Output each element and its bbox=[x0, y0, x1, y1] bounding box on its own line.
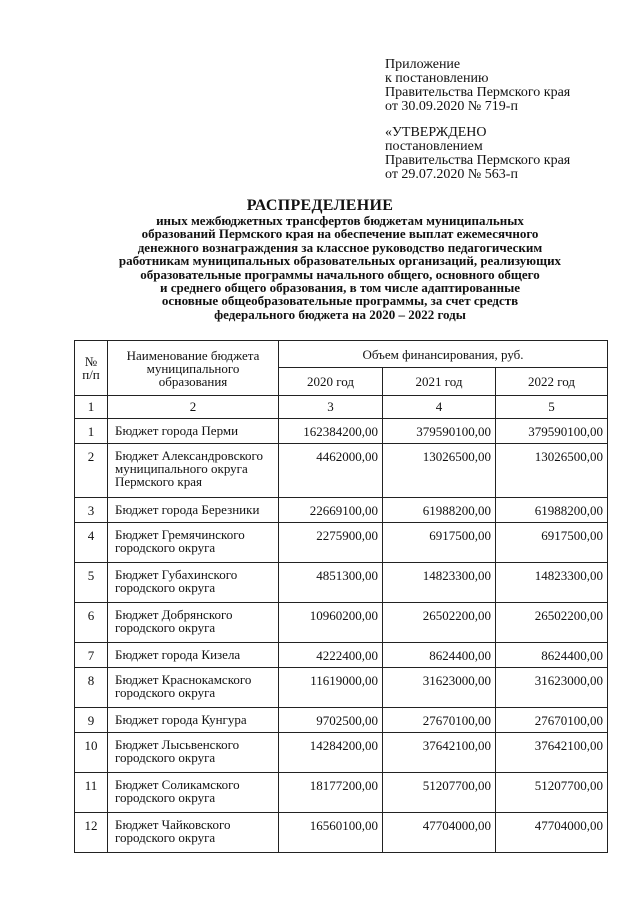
funding-2021: 8624400,00 bbox=[383, 643, 496, 668]
budget-name-line: Бюджет города Кунгура bbox=[115, 712, 247, 727]
subtitle-line: работникам муниципальных образовательных организаций, реализующих bbox=[118, 253, 562, 269]
budget-name-line: Бюджет Лысьвенского bbox=[115, 737, 240, 752]
subtitle-line: образовательные программы начального общего, основного общего bbox=[140, 266, 540, 282]
row-number: 4 bbox=[75, 523, 108, 563]
approval-line: от 29.07.2020 № 563-п bbox=[385, 167, 518, 182]
row-number: 1 bbox=[75, 419, 108, 444]
budget-name-line: Бюджет Краснокамского bbox=[115, 672, 252, 687]
budget-name-line: Бюджет Соликамского bbox=[115, 777, 240, 792]
funding-2022: 26502200,00 bbox=[496, 603, 608, 643]
funding-2021: 379590100,00 bbox=[383, 419, 496, 444]
table-row bbox=[75, 444, 608, 498]
approval-line: «УТВЕРЖДЕНО bbox=[385, 125, 487, 140]
header-number bbox=[75, 341, 108, 396]
funding-2021: 37642100,00 bbox=[383, 733, 496, 773]
row-number: 8 bbox=[75, 668, 108, 708]
table-row bbox=[75, 498, 608, 523]
column-number: 3 bbox=[279, 396, 383, 419]
funding-2022: 37642100,00 bbox=[496, 733, 608, 773]
funding-2022: 51207700,00 bbox=[496, 773, 608, 813]
budget-name bbox=[108, 708, 279, 733]
table-row bbox=[75, 773, 608, 813]
document-title: РАСПРЕДЕЛЕНИЕ bbox=[246, 197, 394, 214]
funding-2022: 14823300,00 bbox=[496, 563, 608, 603]
budget-name-line: городского округа bbox=[115, 620, 216, 635]
appendix-block bbox=[385, 58, 570, 114]
funding-2020: 14284200,00 bbox=[279, 733, 383, 773]
budget-name-line: муниципального округа bbox=[115, 461, 248, 476]
subtitle-line: денежного вознаграждения за классное руководство педагогическим bbox=[137, 239, 543, 255]
budget-name-line: городского округа bbox=[115, 750, 216, 765]
funding-2022: 13026500,00 bbox=[496, 444, 608, 498]
subtitle-line: федерального бюджета на 2020 – 2022 годы bbox=[214, 306, 466, 322]
budget-name-line: Бюджет города Кизела bbox=[115, 647, 241, 662]
funding-2021: 13026500,00 bbox=[383, 444, 496, 498]
funding-2022: 61988200,00 bbox=[496, 498, 608, 523]
funding-2022: 31623000,00 bbox=[496, 668, 608, 708]
funding-2020: 4462000,00 bbox=[279, 444, 383, 498]
row-number: 3 bbox=[75, 498, 108, 523]
row-number: 10 bbox=[75, 733, 108, 773]
table-row bbox=[75, 668, 608, 708]
budget-name-line: Бюджет города Березники bbox=[115, 502, 260, 517]
funding-2021: 47704000,00 bbox=[383, 813, 496, 853]
table-row bbox=[75, 708, 608, 733]
funding-2020: 10960200,00 bbox=[279, 603, 383, 643]
row-number: 6 bbox=[75, 603, 108, 643]
budget-name-line: городского округа bbox=[115, 685, 216, 700]
header-year-2022: 2022 год bbox=[496, 368, 608, 396]
budget-name-line: Бюджет Чайковского bbox=[115, 817, 231, 832]
header-name-line: образования bbox=[158, 373, 228, 389]
budget-name bbox=[108, 444, 279, 498]
funding-2022: 27670100,00 bbox=[496, 708, 608, 733]
funding-2021: 14823300,00 bbox=[383, 563, 496, 603]
approval-line: постановлением bbox=[385, 139, 483, 154]
subtitle-line: основные общеобразовательные программы, за счет средств bbox=[161, 293, 519, 309]
funding-2022: 47704000,00 bbox=[496, 813, 608, 853]
table-row bbox=[75, 813, 608, 853]
approval-line: Правительства Пермского края bbox=[385, 153, 571, 168]
budget-name bbox=[108, 563, 279, 603]
funding-2020: 18177200,00 bbox=[279, 773, 383, 813]
budget-name bbox=[108, 498, 279, 523]
budget-name-line: Бюджет Губахинского bbox=[115, 567, 238, 582]
table-row bbox=[75, 563, 608, 603]
column-number-row bbox=[75, 396, 608, 419]
table-row bbox=[75, 643, 608, 668]
row-number: 7 bbox=[75, 643, 108, 668]
funding-2021: 6917500,00 bbox=[383, 523, 496, 563]
funding-2021: 31623000,00 bbox=[383, 668, 496, 708]
budget-name-line: городского округа bbox=[115, 790, 216, 805]
row-number: 9 bbox=[75, 708, 108, 733]
funding-2021: 61988200,00 bbox=[383, 498, 496, 523]
row-number: 11 bbox=[75, 773, 108, 813]
subtitle-line: и среднего общего образования, в том числе адаптированные bbox=[159, 280, 520, 296]
funding-2020: 2275900,00 bbox=[279, 523, 383, 563]
header-number-line: № bbox=[84, 354, 98, 369]
budget-name-line: Бюджет Александровского bbox=[115, 448, 264, 463]
appendix-line: Приложение bbox=[385, 57, 461, 72]
approval-block bbox=[385, 126, 570, 182]
document-subtitle bbox=[40, 214, 640, 321]
row-number: 5 bbox=[75, 563, 108, 603]
table-row bbox=[75, 523, 608, 563]
budget-name-line: городского округа bbox=[115, 830, 216, 845]
funding-2022: 8624400,00 bbox=[496, 643, 608, 668]
funding-2021: 27670100,00 bbox=[383, 708, 496, 733]
budget-name bbox=[108, 733, 279, 773]
budget-name-line: Пермского края bbox=[115, 474, 202, 489]
column-number: 2 bbox=[108, 396, 279, 419]
budget-name bbox=[108, 603, 279, 643]
budget-name-line: городского округа bbox=[115, 580, 216, 595]
subtitle-line: иных межбюджетных трансфертов бюджетам муниципальных bbox=[156, 213, 524, 228]
budget-name-line: городского округа bbox=[115, 540, 216, 555]
column-number: 1 bbox=[75, 396, 108, 419]
column-number: 4 bbox=[383, 396, 496, 419]
budget-name bbox=[108, 419, 279, 444]
budget-name-line: Бюджет Добрянского bbox=[115, 607, 233, 622]
header-year-2020: 2020 год bbox=[279, 368, 383, 396]
funding-2021: 51207700,00 bbox=[383, 773, 496, 813]
budget-name-line: Бюджет города Перми bbox=[115, 423, 239, 438]
funding-2020: 16560100,00 bbox=[279, 813, 383, 853]
appendix-line: к постановлению bbox=[385, 71, 489, 86]
subtitle-line: образований Пермского края на обеспечение выплат ежемесячного bbox=[141, 226, 539, 242]
table-row bbox=[75, 733, 608, 773]
header-budget-name bbox=[108, 341, 279, 396]
budget-name bbox=[108, 668, 279, 708]
funding-2020: 4222400,00 bbox=[279, 643, 383, 668]
funding-2022: 379590100,00 bbox=[496, 419, 608, 444]
budget-name-line: Бюджет Гремячинского bbox=[115, 527, 245, 542]
column-number: 5 bbox=[496, 396, 608, 419]
appendix-line: Правительства Пермского края bbox=[385, 85, 571, 100]
row-number: 2 bbox=[75, 444, 108, 498]
budget-name bbox=[108, 643, 279, 668]
row-number: 12 bbox=[75, 813, 108, 853]
header-year-2021: 2021 год bbox=[383, 368, 496, 396]
funding-2020: 22669100,00 bbox=[279, 498, 383, 523]
funding-2022: 6917500,00 bbox=[496, 523, 608, 563]
funding-2020: 11619000,00 bbox=[279, 668, 383, 708]
budget-name bbox=[108, 773, 279, 813]
header-funding: Объем финансирования, руб. bbox=[279, 341, 608, 368]
appendix-line: от 30.09.2020 № 719-п bbox=[385, 99, 518, 114]
budget-name bbox=[108, 813, 279, 853]
table-row bbox=[75, 419, 608, 444]
header-number-line: п/п bbox=[82, 367, 100, 382]
header-name-line: муниципального bbox=[146, 360, 240, 376]
funding-2020: 4851300,00 bbox=[279, 563, 383, 603]
budget-name bbox=[108, 523, 279, 563]
funding-2021: 26502200,00 bbox=[383, 603, 496, 643]
table-body bbox=[75, 419, 608, 853]
funding-2020: 9702500,00 bbox=[279, 708, 383, 733]
funding-table bbox=[74, 340, 608, 853]
funding-2020: 162384200,00 bbox=[279, 419, 383, 444]
header-name-line: Наименование бюджета bbox=[126, 347, 260, 363]
table-row bbox=[75, 603, 608, 643]
